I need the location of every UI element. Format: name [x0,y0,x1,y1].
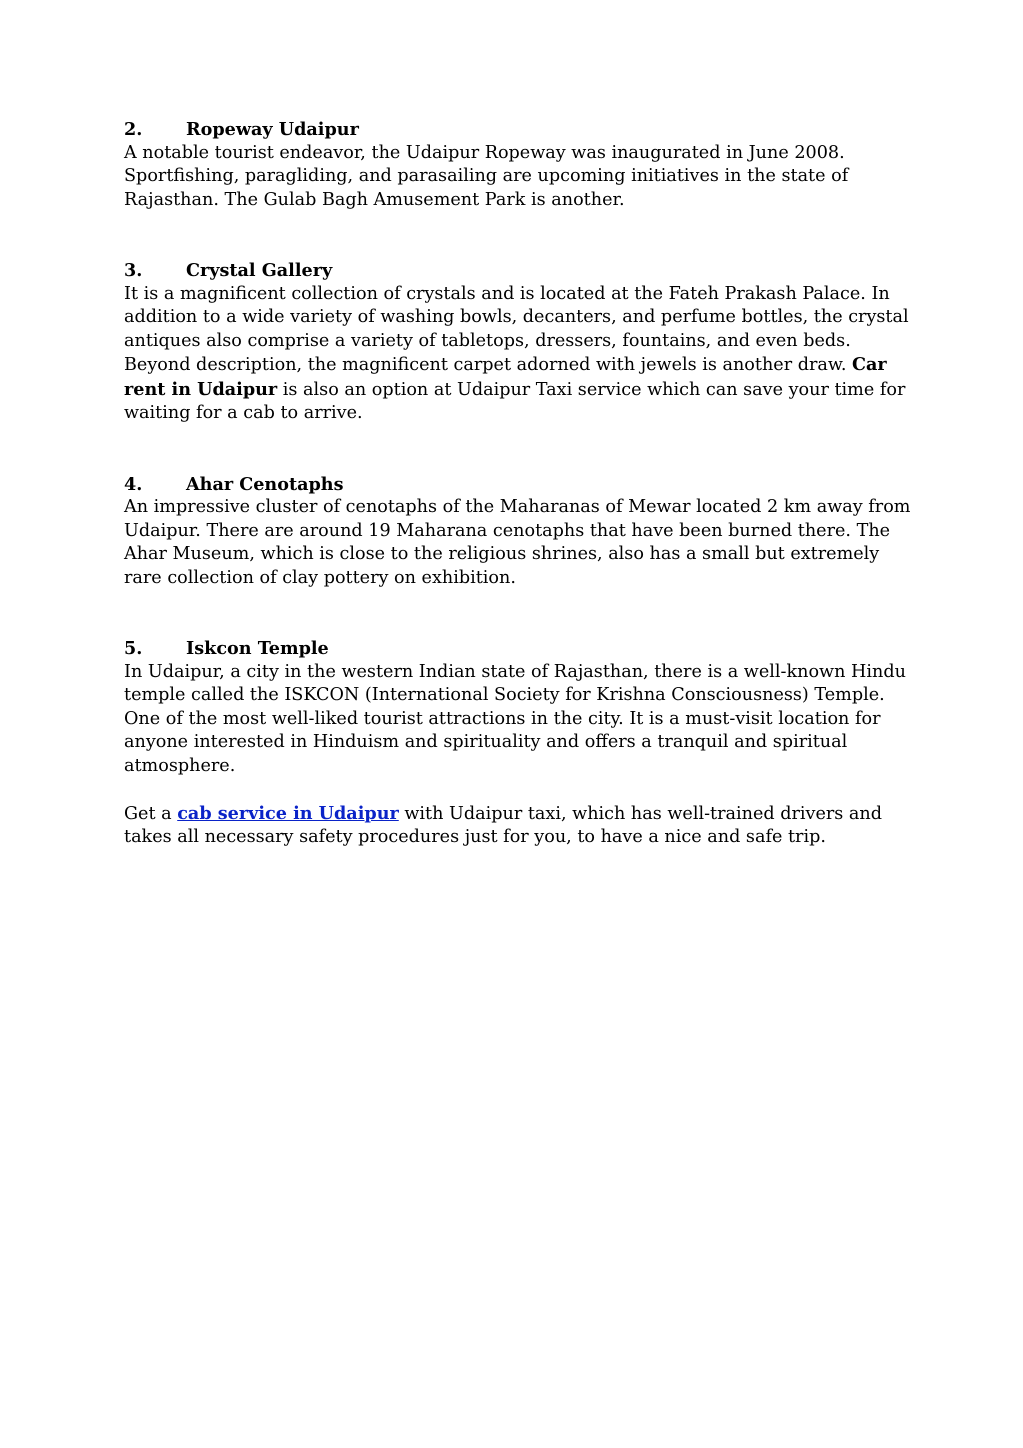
section-title: Ropeway Udaipur [186,119,359,140]
section-crystal-gallery [124,259,914,426]
section-number: 2. [124,119,143,140]
document-page [124,118,914,850]
section-iskcon-temple [124,637,914,778]
closing-text: Get a [124,803,178,824]
section-ahar-cenotaphs [124,473,914,591]
section-heading [124,637,914,661]
section-title: Crystal Gallery [186,260,333,281]
section-title: Iskcon Temple [186,638,329,659]
section-body: In Udaipur, a city in the western Indian state of Rajasthan, there is a well-known Hindu temple called the ISKCON (International Society for Krishna Consciousness) Temple. One of the most well-liked tourist attractions in the city. It is a must-visit location for anyone interested in Hinduism and spirituality and offers a tranquil and spiritual atmosphere. [124,661,906,776]
section-number: 4. [124,473,143,495]
section-body: A notable tourist endeavor, the Udaipur Ropeway was inaugurated in June 2008. Sportfishing, paragliding, and parasailing are upcoming initiatives in the state of Rajasthan. The Gulab Bagh Amusement Park is another. [124,142,849,210]
section-body-text: It is a magnificent collection of crystals and is located at the Fateh Prakash Palace. In addition to a wide variety of washing bowls, decanters, and perfume bottles, the crystal antiques also comprise a variety of tabletops, dressers, fountains, and even beds. Beyond description, the magnificent carpet adorned with jewels is another draw. [124,283,909,375]
section-number: 3. [124,260,143,281]
section-body-text: is also an option at Udaipur Taxi service which can save your time for waiting for a cab to arrive. [124,379,906,423]
closing-paragraph [124,802,914,850]
section-heading [124,259,914,283]
closing-text: with Udaipur taxi, which has well-trained drivers and takes all necessary safety procedures just for you, to have a nice and safe trip. [124,803,883,847]
section-number: 5. [124,638,143,659]
section-ropeway-udaipur [124,118,914,212]
section-heading [124,118,914,142]
section-heading [124,473,914,497]
section-body [124,283,914,426]
section-title: Ahar Cenotaphs [186,473,344,495]
section-body: An impressive cluster of cenotaphs of the Maharanas of Mewar located 2 km away from Udaipur. There are around 19 Maharana cenotaphs that have been burned there. The Ahar Museum, which is close to the religious shrines, also has a small but extremely rare collection of clay pottery on exhibition. [124,497,911,588]
car-rent-keyword: Car rent in Udaipur [124,354,887,400]
cab-service-link[interactable]: cab service in Udaipur [177,802,399,824]
